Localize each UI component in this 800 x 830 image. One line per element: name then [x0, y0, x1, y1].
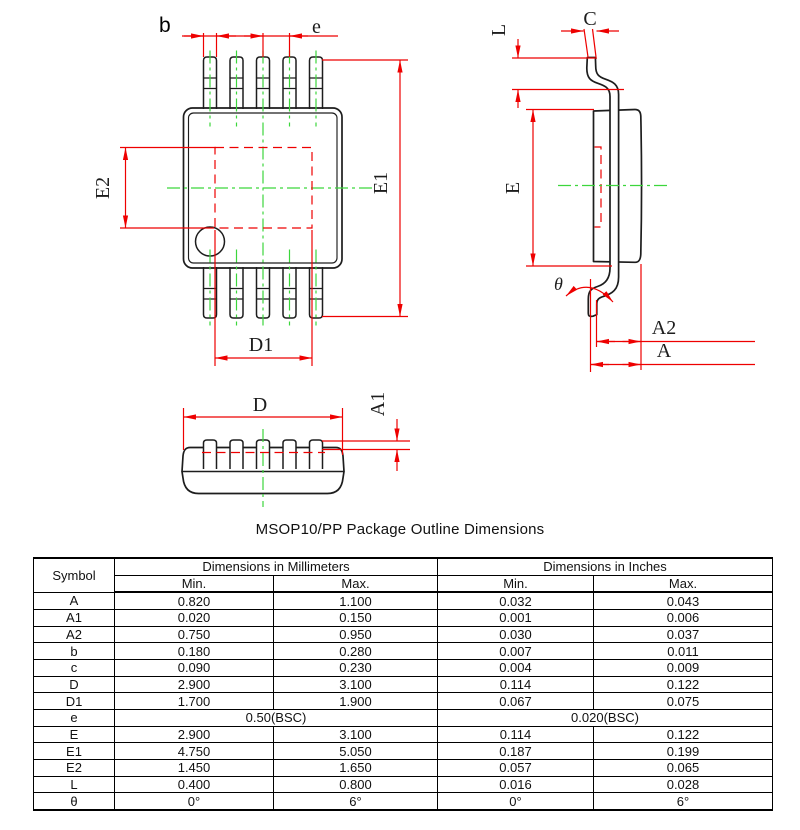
symbol-cell: c [34, 659, 115, 676]
table-row [34, 659, 773, 676]
value-cell: 0.230 [274, 659, 438, 676]
value-cell: 0.009 [594, 659, 773, 676]
value-cell: 0.011 [594, 643, 773, 660]
dim-label-E: E [502, 181, 524, 195]
col-header-mm-max: Max. [274, 575, 438, 592]
value-cell: 0.007 [438, 643, 594, 660]
dim-label-L: L [488, 23, 510, 37]
table-row [34, 759, 773, 776]
dim-label-D: D [252, 394, 268, 416]
dimensions-table [33, 557, 773, 811]
value-cell: 0.950 [274, 626, 438, 643]
value-cell: 0.020 [115, 610, 274, 627]
side-view [488, 8, 755, 372]
value-cell: 0.028 [594, 776, 773, 793]
value-cell: 1.100 [274, 592, 438, 609]
col-header-mm-min: Min. [115, 575, 274, 592]
symbol-cell: A2 [34, 626, 115, 643]
table-row [34, 610, 773, 627]
value-cell: 0.032 [438, 592, 594, 609]
col-header-mm: Dimensions in Millimeters [115, 558, 438, 575]
table-row [34, 726, 773, 743]
dim-label-A2: A2 [651, 317, 677, 339]
value-cell: 0.187 [438, 743, 594, 760]
dim-label-E2: E2 [92, 176, 114, 200]
value-cell: 0.180 [115, 643, 274, 660]
page-title: MSOP10/PP Package Outline Dimensions [255, 521, 545, 538]
value-cell: 0.067 [438, 693, 594, 710]
value-cell: 0.400 [115, 776, 274, 793]
value-cell: 1.650 [274, 759, 438, 776]
table-row [34, 626, 773, 643]
dim-label-E1: E1 [370, 171, 392, 195]
col-header-symbol: Symbol [34, 558, 115, 592]
value-cell: 1.450 [115, 759, 274, 776]
symbol-cell: E1 [34, 743, 115, 760]
value-cell: 2.900 [115, 726, 274, 743]
dim-label-D1: D1 [248, 334, 274, 356]
value-cell: 6° [274, 793, 438, 810]
symbol-cell: A1 [34, 610, 115, 627]
dim-label-e: e [312, 16, 321, 38]
value-cell: 0.150 [274, 610, 438, 627]
front-view [182, 392, 410, 507]
value-cell: 0.004 [438, 659, 594, 676]
dim-label-b: b [159, 14, 171, 37]
table-row [34, 643, 773, 660]
symbol-cell: D1 [34, 693, 115, 710]
symbol-cell: b [34, 643, 115, 660]
symbol-cell: θ [34, 793, 115, 810]
value-cell: 3.100 [274, 676, 438, 693]
value-cell: 0.037 [594, 626, 773, 643]
value-cell-span: 0.50(BSC) [115, 709, 438, 726]
col-header-in-max: Max. [594, 575, 773, 592]
symbol-cell: e [34, 709, 115, 726]
value-cell: 3.100 [274, 726, 438, 743]
table-row-e [34, 709, 773, 726]
value-cell: 0.114 [438, 676, 594, 693]
value-cell: 0° [115, 793, 274, 810]
value-cell: 6° [594, 793, 773, 810]
dim-C [561, 29, 619, 57]
value-cell: 0.114 [438, 726, 594, 743]
col-header-inches: Dimensions in Inches [438, 558, 773, 575]
value-cell-span: 0.020(BSC) [438, 709, 773, 726]
symbol-cell: D [34, 676, 115, 693]
dim-L [512, 39, 624, 108]
value-cell: 0.043 [594, 592, 773, 609]
value-cell: 0.750 [115, 626, 274, 643]
header-row-2 [34, 575, 773, 592]
dim-label-C: C [583, 8, 597, 30]
value-cell: 0.016 [438, 776, 594, 793]
value-cell: 0.090 [115, 659, 274, 676]
symbol-cell: A [34, 592, 115, 609]
value-cell: 0.199 [594, 743, 773, 760]
table-row [34, 676, 773, 693]
symbol-cell: E [34, 726, 115, 743]
dim-label-A: A [656, 340, 672, 362]
dim-label-theta: θ [554, 274, 563, 294]
value-cell: 0.122 [594, 676, 773, 693]
value-cell: 0.065 [594, 759, 773, 776]
value-cell: 0.122 [594, 726, 773, 743]
header-row-1 [34, 558, 773, 575]
table-row [34, 693, 773, 710]
value-cell: 0.800 [274, 776, 438, 793]
value-cell: 0.280 [274, 643, 438, 660]
value-cell: 4.750 [115, 743, 274, 760]
table-row [34, 776, 773, 793]
table-row [34, 793, 773, 810]
table-row [34, 743, 773, 760]
value-cell: 0.057 [438, 759, 594, 776]
value-cell: 0.075 [594, 693, 773, 710]
value-cell: 2.900 [115, 676, 274, 693]
value-cell: 0° [438, 793, 594, 810]
symbol-cell: E2 [34, 759, 115, 776]
col-header-in-min: Min. [438, 575, 594, 592]
value-cell: 0.820 [115, 592, 274, 609]
value-cell: 0.001 [438, 610, 594, 627]
top-view [92, 14, 408, 366]
value-cell: 1.900 [274, 693, 438, 710]
value-cell: 1.700 [115, 693, 274, 710]
value-cell: 0.006 [594, 610, 773, 627]
table-row [34, 592, 773, 609]
symbol-cell: L [34, 776, 115, 793]
value-cell: 0.030 [438, 626, 594, 643]
dim-label-A1: A1 [367, 391, 389, 417]
value-cell: 5.050 [274, 743, 438, 760]
